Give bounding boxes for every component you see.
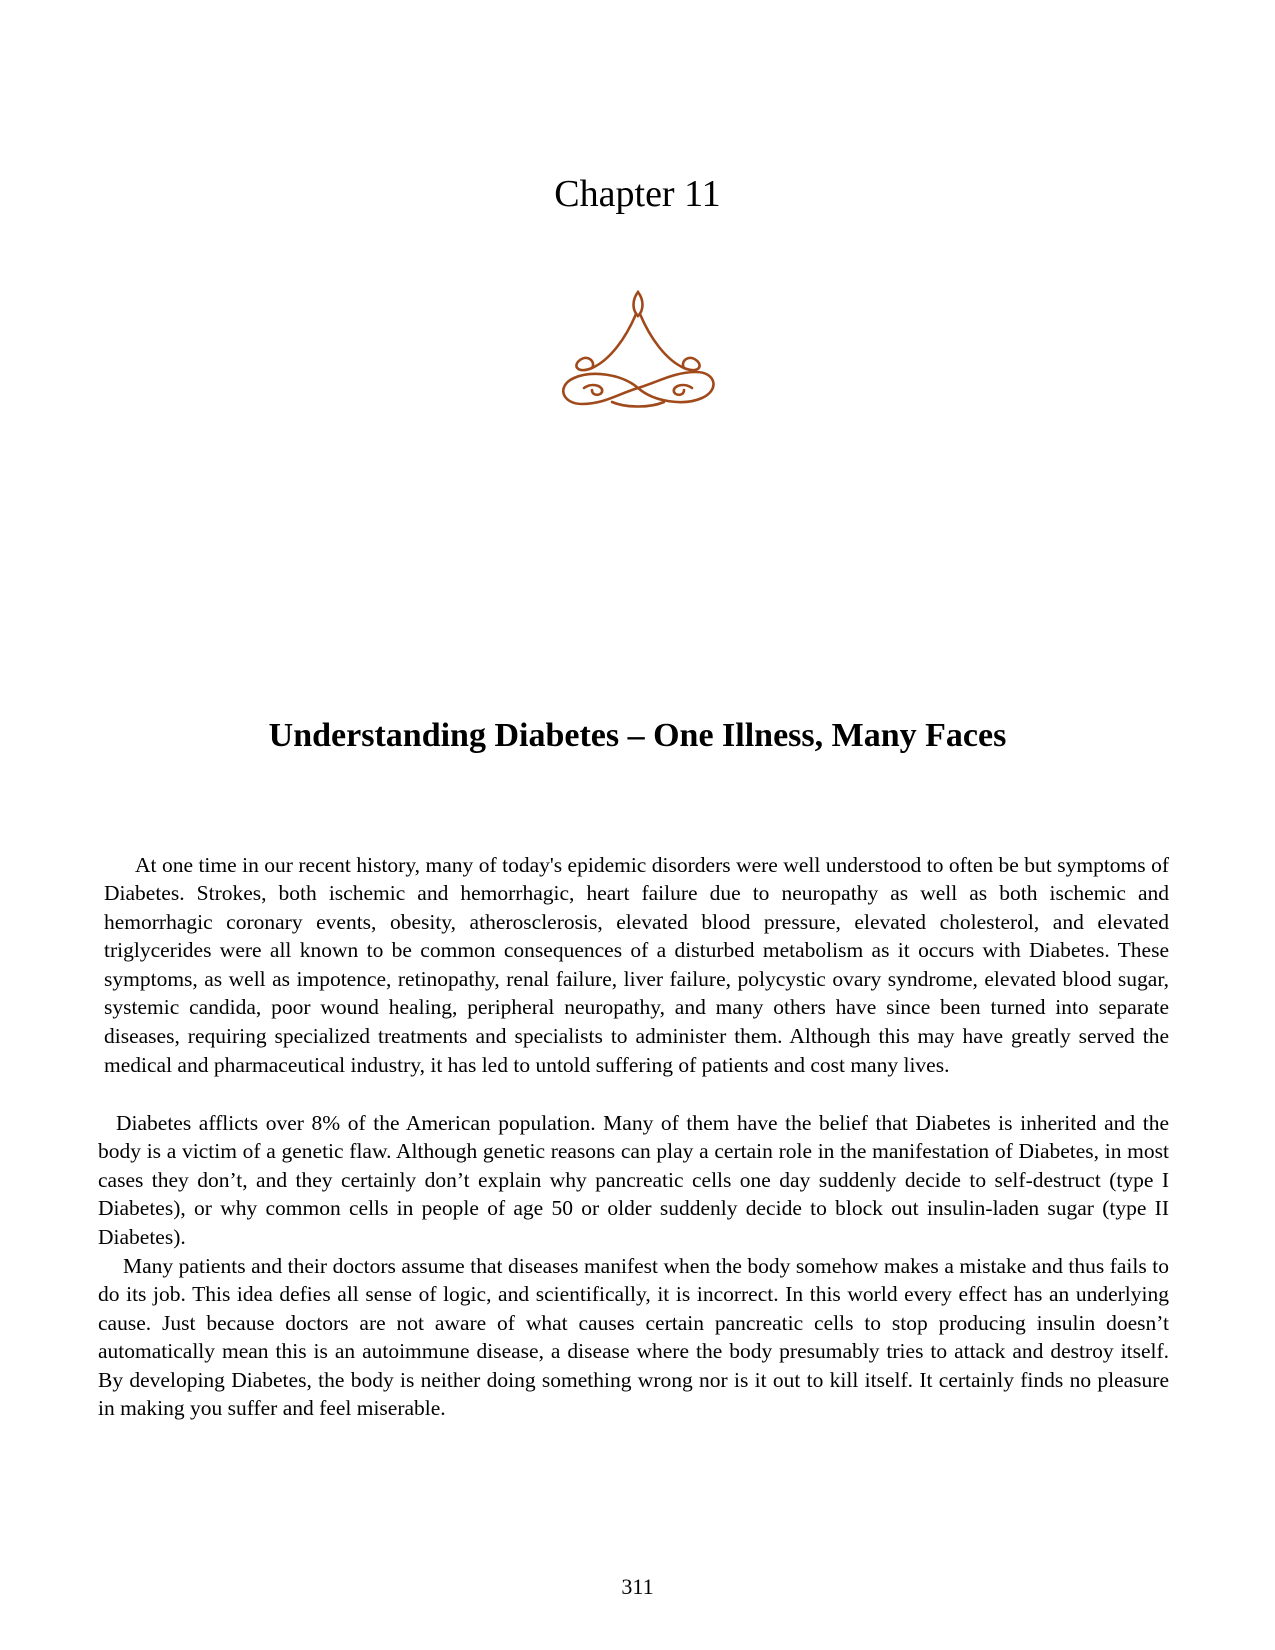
section-title: Understanding Diabetes – One Illness, Many Faces (268, 717, 1007, 754)
body-paragraph-1: At one time in our recent history, many of today's epidemic disorders were well understood to often be but symptoms of Diabetes. Strokes, both ischemic and hemorrhagic, heart failure due to neuropathy as well as both ischemic and hemorrhagic coronary events, obesity, atherosclerosis, elevated blood pressure, elevated cholesterol, and elevated triglycerides were all known to be common consequences of a disturbed metabolism as it occurs with Diabetes. These symptoms, as well as impotence, retinopathy, renal failure, liver failure, polycystic ovary syndrome, elevated blood sugar, systemic candida, poor wound healing, peripheral neuropathy, and many others have since been turned into separate diseases, requiring specialized treatments and specialists to administer them. Although this may have greatly served the medical and pharmaceutical industry, it has led to untold suffering of patients and cost many lives. (104, 852, 1169, 1077)
body-paragraph-2: Diabetes afflicts over 8% of the American population. Many of them have the belief that Diabetes is inherited and the body is a victim of a genetic flaw. Although genetic reasons can play a certain role in the manifestation of Diabetes, in most cases they don’t, and they certainly don’t explain why pancreatic cells one day suddenly decide to self-destruct (type I Diabetes), or why common cells in people of age 50 or older suddenly decide to block out insulin-laden sugar (type II Diabetes). (98, 1110, 1169, 1249)
page-number: 311 (621, 1574, 654, 1599)
body-paragraph-3: Many patients and their doctors assume that diseases manifest when the body somehow makes a mistake and thus fails to do its job. This idea defies all sense of logic, and scientifically, it is incorrect. In this world every effect has an underlying cause. Just because doctors are not aware of what causes certain pancreatic cells to stop producing insulin doesn’t automatically mean this is an autoimmune disease, a disease where the body presumably tries to attack and destroy itself. By developing Diabetes, the body is neither doing something wrong nor is it out to kill itself. It certainly finds no pleasure in making you suffer and feel miserable. (98, 1253, 1169, 1421)
flourish-ornament-icon (552, 290, 724, 420)
chapter-heading: Chapter 11 (554, 173, 721, 215)
